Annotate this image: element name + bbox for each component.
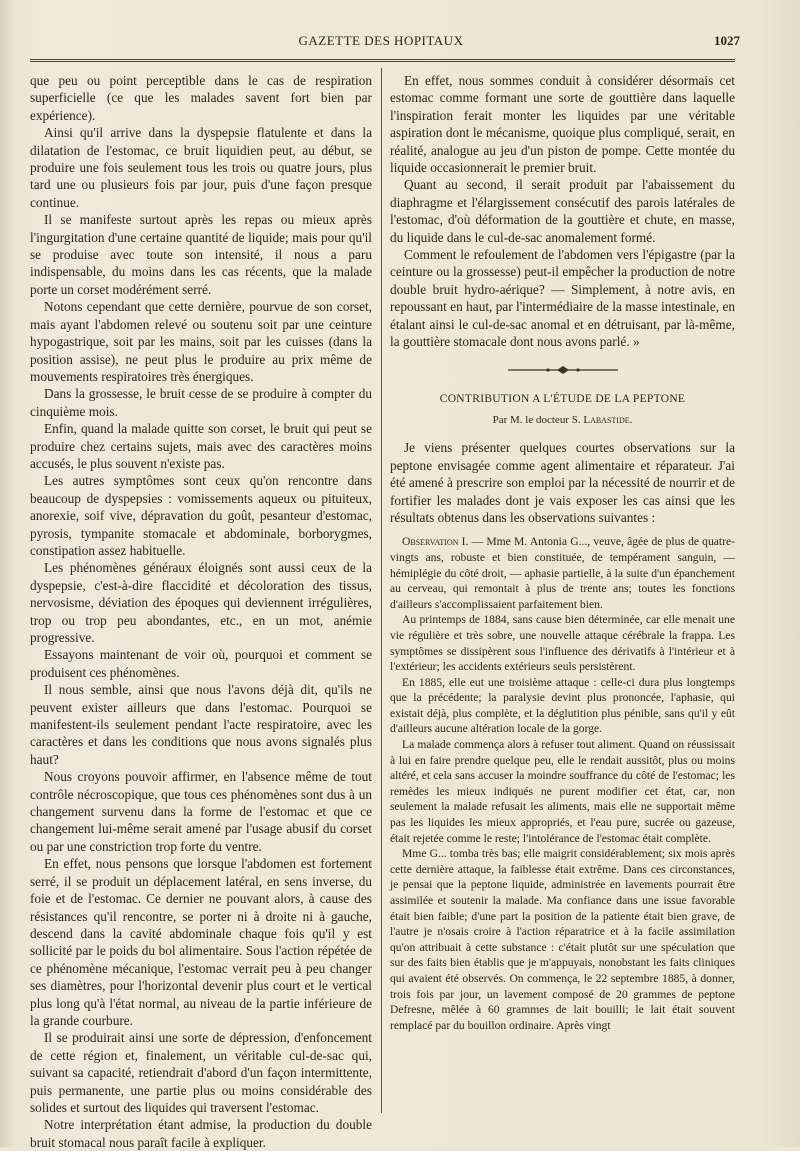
article-intro: Je viens présenter quelques courtes observations sur la peptone envisagée comme agent alimentaire et réparateur. J'ai été amené à prescrire son emploi par la nécessité de nourrir et de fortifier les malades dont je vais exposer les cas ainsi que les résultats obtenus dans les observations suivantes :	[390, 440, 735, 525]
observation-paragraph: En 1885, elle eut une troisième attaque : celle-ci dura plus longtemps que la précédente; la paralysie devint plus prononcée, l'aphasie, qui existait déjà, plus complète, et la déglutition plus pénible, sans qu'il y eût d'ailleurs aucune altération locale de la gorge.	[390, 675, 735, 736]
article-title: CONTRIBUTION A L'ÉTUDE DE LA PEPTONE	[439, 392, 686, 405]
observation-block	[390, 534, 735, 1033]
author-name: Labastide.	[583, 413, 633, 426]
paragraph: Les phénomènes généraux éloignés sont aussi ceux de la dyspepsie, c'est-à-dire flaccidité et décoloration des tissus, nervosisme, déviation des époques qui deviennent irrégulières, trop ou trop peu abondantes, etc., en un mot, anémie progressive.	[30, 560, 372, 645]
paragraph: Notre interprétation étant admise, la production du double bruit stomacal nous paraît facile à expliquer.	[30, 1117, 372, 1150]
header-rule	[30, 59, 735, 60]
article-byline	[390, 412, 735, 429]
column-divider	[381, 68, 382, 1113]
paragraph: Il nous semble, ainsi que nous l'avons déjà dit, qu'ils ne peuvent exister ailleurs que dans l'estomac. Pourquoi se manifestent-ils seulement pendant l'acte respiratoire, avec les caractères et dans les conditions que nous avons signalés plus haut?	[30, 682, 372, 767]
paragraph: Notons cependant que cette dernière, pourvue de son corset, mais ayant l'abdomen relevé ou soutenu soit par une ceinture hypogastrique, soit par les mains, soit par les cuisses (dans la position assise), ne peut plus le produire au prix même de mouvements respiratoires très énergiques.	[30, 299, 372, 384]
page-number: 1027	[714, 33, 740, 48]
paragraph: Nous croyons pouvoir affirmer, en l'absence même de tout contrôle nécroscopique, que tous ces phénomènes sont dus à un changement survenu dans la forme de l'estomac et que ce changement lui-même serait amené par l'usage abusif du corset ou par une constriction trop forte du ventre.	[30, 769, 372, 854]
paragraph: que peu ou point perceptible dans le cas de respiration superficielle (ce que les malades savent fort bien par expérience).	[30, 73, 372, 123]
paragraph: Il se manifeste surtout après les repas ou mieux après l'ingurgitation d'une certaine quantité de liquide; mais pour qu'il se produise avec toute son intensité, il nous a paru indispensable, du moins dans les cas récents, que la malade porte un corset modérément serré.	[30, 212, 372, 297]
byline-prefix: Par M. le docteur S.	[492, 413, 581, 426]
left-column	[30, 72, 372, 1151]
paragraph: Comment le refoulement de l'abdomen vers l'épigastre (par la ceinture ou la grossesse) peut-il empêcher la production de notre double bruit hydro-aérique? — Simplement, à notre avis, en repoussant en haut, par l'intermédiaire de la masse intestinale, en étalant ainsi le cul-de-sac anomal et en détruisant, par là-même, la gouttière stomacale dont nous avons parlé. »	[390, 247, 735, 350]
paragraph: Essayons maintenant de voir où, pourquoi et comment se produisent ces phénomènes.	[30, 647, 372, 680]
section-ornament	[390, 365, 735, 377]
observation-paragraph: Mme G... tomba très bas; elle maigrit considérablement; six mois après cette dernière attaque, la faiblesse était extrême. Dans ces circonstances, je pensai que la peptone liquide, administrée en lavements pourrait être assimilée et soutenir la malade. Ma confiance dans une issue favorable était bien faible; d'une part la position de la patiente était bien grave, de l'autre je n'osais croire à l'action réparatrice et à la facile assimilation qu'on attribuait à cette substance : c'était plutôt sur une spéculation que sur des faits bien établis que je m'appuyais, nonobstant les faits cliniques qui avaient été observés. On commença, le 22 septembre 1885, à donner, trois fois par jour, un lavement composé de 20 grammes de peptone Defresne, mêlée à 60 grammes de lait bouilli; le lait était souvent remplacé par du bouillon ordinaire. Après vingt	[390, 847, 735, 1032]
paragraph: Quant au second, il serait produit par l'abaissement du diaphragme et l'élargissement consécutif des parois latérales de l'estomac, d'où déformation de la gouttière et chute, en masse, du liquide dans le cul-de-sac anomalement formé.	[390, 177, 735, 245]
paragraph: Il se produirait ainsi une sorte de dépression, d'enfoncement de cette région et, finalement, un véritable cul-de-sac qui, suivant sa capacité, retiendrait d'abord d'un façon intermittente, puis permanente, une partie plus ou moins considérable des solides et surtout des liquides qui traversent l'estomac.	[30, 1030, 372, 1115]
observation-paragraph: La malade commença alors à refuser tout aliment. Quand on réussissait à lui en faire prendre quelque peu, elle le rendait aussitôt, plus ou moins altéré, et cela sans accuser la moindre souffrance du côté de l'estomac; les remèdes les mieux indiqués ne purent modifier cet état, car, non seulement la malade refusait les aliments, mais elle ne supportait même pas les liquides les mieux appropriés, et l'eau pure, sucrée ou gazeuse, était rejetée comme le reste; l'intolérance de l'estomac était complète.	[390, 738, 735, 845]
observation-text: — Mme M. Antonia G..., veuve, âgée de plus de quatre-vingts ans, robuste et bien constituée, de tempérament sanguin, — hémiplégie du côté droit, — aphasie partielle, à la suite d'un épanchement au cerveau, qui remontait à plus de trente ans; toutes les fonctions d'ailleurs s'accomplissaient parfaitement bien.	[390, 535, 735, 611]
paragraph: Ainsi qu'il arrive dans la dyspepsie flatulente et dans la dilatation de l'estomac, ce bruit liquidien peut, au début, se produire une fois seulement tous les trois ou quatre jours, plus tard une ou plusieurs fois par jour, puis d'une façon presque continue.	[30, 125, 372, 210]
running-title: GAZETTE DES HOPITAUX	[298, 33, 464, 48]
paragraph: En effet, nous pensons que lorsque l'abdomen est fortement serré, il se produit un déplacement latéral, en sens inverse, du foie et de l'estomac. Ce dernier ne pouvant alors, à cause des résistances qu'il rencontre, se porter ni à droite ni à gauche, descend dans la cavité abdominale chaque fois qu'il y est sollicité par le poids du bol alimentaire. Sous l'action répétée de ce phénomène mécanique, l'estomac verrait peu à peu changer ses diamètres, pour l'horizontal devenir plus court et le vertical plus long qu'à l'état normal, au niveau de la partie inférieure de la grande courbure.	[30, 856, 372, 1028]
observation-paragraph: Au printemps de 1884, sans cause bien déterminée, car elle menait une vie régulière et très sobre, une nouvelle attaque cérébrale la frappa. Les symptômes se dissipèrent sous l'influence des dérivatifs à l'intérieur et à l'extérieur; les accidents extérieurs seuls persistèrent.	[390, 613, 735, 674]
paragraph: En effet, nous sommes conduit à considérer désormais cet estomac comme formant une sorte de gouttière dans laquelle l'inspiration ferait monter les liquides par une véritable aspiration dont le mécanisme, quoique plus compliqué, serait, en réalité, analogue au jeu d'un piston de pompe. Cette montée du liquide occasionnerait le premier bruit.	[390, 73, 735, 176]
header-rule-double	[30, 61, 735, 62]
observation-label: Observation I.	[402, 535, 469, 549]
paragraph: Les autres symptômes sont ceux qu'on rencontre dans beaucoup de dyspepsies : vomissements aqueux ou pituiteux, anorexie, soif vive, dépravation du goût, pesanteur d'estomac, pyrosis, tympanite stomacale et abdominale, borborygmes, constipation assez habituelle.	[30, 473, 372, 558]
observation-paragraph	[390, 534, 735, 612]
page-header	[22, 30, 740, 54]
right-column	[390, 72, 735, 1033]
paragraph: Enfin, quand la malade quitte son corset, le bruit qui peut se produire chez certains sujets, mais avec des caractères moins accusés, le plus souvent n'existe pas.	[30, 421, 372, 471]
paragraph: Dans la grossesse, le bruit cesse de se produire à compter du cinquième mois.	[30, 386, 372, 419]
